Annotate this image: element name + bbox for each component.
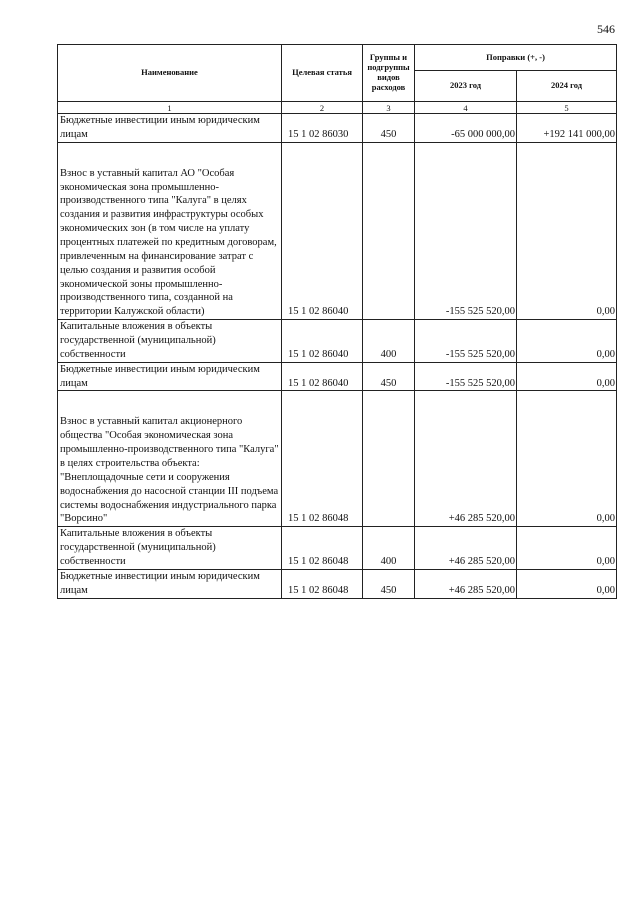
header-amendments: Поправки (+, -): [415, 45, 617, 71]
row-name: Бюджетные инвестиции иным юридическим лицам: [58, 114, 282, 143]
row-amount-2023: -155 525 520,00: [415, 362, 517, 391]
column-numbers-row: [58, 102, 617, 114]
header-target-article: Целевая статья: [282, 45, 363, 102]
row-amount-2023: +46 285 520,00: [415, 527, 517, 570]
row-target-code: 15 1 02 86048: [282, 569, 363, 598]
table-row: [58, 320, 617, 363]
row-expense-type: 400: [363, 320, 415, 363]
row-expense-type: 450: [363, 362, 415, 391]
row-amount-2024: 0,00: [517, 391, 617, 527]
column-number: 2: [282, 102, 363, 114]
table-row: [58, 142, 617, 319]
row-name: Взнос в уставный капитал АО "Особая экономическая зона промышленно-производственного типа "Калуга" в целях создания и развития инфраструктуры особых экономических зон (в том числе на уплату процентных платежей по кредитным договорам, привлеченным на финансирование затрат с целью создания и развития особой экономической зоны промышленно-производственного типа, созданной на территории Калужской области): [58, 142, 282, 319]
row-target-code: 15 1 02 86040: [282, 362, 363, 391]
table-row: [58, 362, 617, 391]
page-number: 546: [597, 22, 615, 36]
row-amount-2024: 0,00: [517, 362, 617, 391]
row-name: Капитальные вложения в объекты государственной (муниципальной) собственности: [58, 320, 282, 363]
header-year-2024: 2024 год: [517, 71, 617, 102]
row-expense-type: [363, 391, 415, 527]
row-name: Бюджетные инвестиции иным юридическим лицам: [58, 569, 282, 598]
row-target-code: 15 1 02 86040: [282, 142, 363, 319]
header-name: Наименование: [58, 45, 282, 102]
row-amount-2024: 0,00: [517, 569, 617, 598]
row-expense-type: [363, 142, 415, 319]
row-amount-2023: -155 525 520,00: [415, 142, 517, 319]
row-expense-type: 400: [363, 527, 415, 570]
header-year-2023: 2023 год: [415, 71, 517, 102]
row-target-code: 15 1 02 86040: [282, 320, 363, 363]
row-amount-2024: +192 141 000,00: [517, 114, 617, 143]
row-amount-2024: 0,00: [517, 527, 617, 570]
row-target-code: 15 1 02 86030: [282, 114, 363, 143]
row-amount-2023: +46 285 520,00: [415, 569, 517, 598]
table-row: [58, 114, 617, 143]
column-number: 4: [415, 102, 517, 114]
row-target-code: 15 1 02 86048: [282, 391, 363, 527]
table-row: [58, 391, 617, 527]
row-amount-2024: 0,00: [517, 142, 617, 319]
row-amount-2023: +46 285 520,00: [415, 391, 517, 527]
row-amount-2023: -65 000 000,00: [415, 114, 517, 143]
table-row: [58, 527, 617, 570]
column-number: 1: [58, 102, 282, 114]
row-expense-type: 450: [363, 114, 415, 143]
row-amount-2023: -155 525 520,00: [415, 320, 517, 363]
row-name: Капитальные вложения в объекты государственной (муниципальной) собственности: [58, 527, 282, 570]
row-name: Взнос в уставный капитал акционерного общества "Особая экономическая зона промышленно-производственного типа "Калуга" в целях строительства объекта: "Внеплощадочные сети и сооружения водоснабжения до насосной станции III подъема системы водоснабжения индустриального парка "Ворсино": [58, 391, 282, 527]
row-target-code: 15 1 02 86048: [282, 527, 363, 570]
column-number: 5: [517, 102, 617, 114]
table-row: [58, 569, 617, 598]
row-name: Бюджетные инвестиции иным юридическим лицам: [58, 362, 282, 391]
budget-amendments-table: [57, 44, 617, 599]
row-amount-2024: 0,00: [517, 320, 617, 363]
header-expense-group: Группы и подгруппы видов расходов: [363, 45, 415, 102]
column-number: 3: [363, 102, 415, 114]
row-expense-type: 450: [363, 569, 415, 598]
